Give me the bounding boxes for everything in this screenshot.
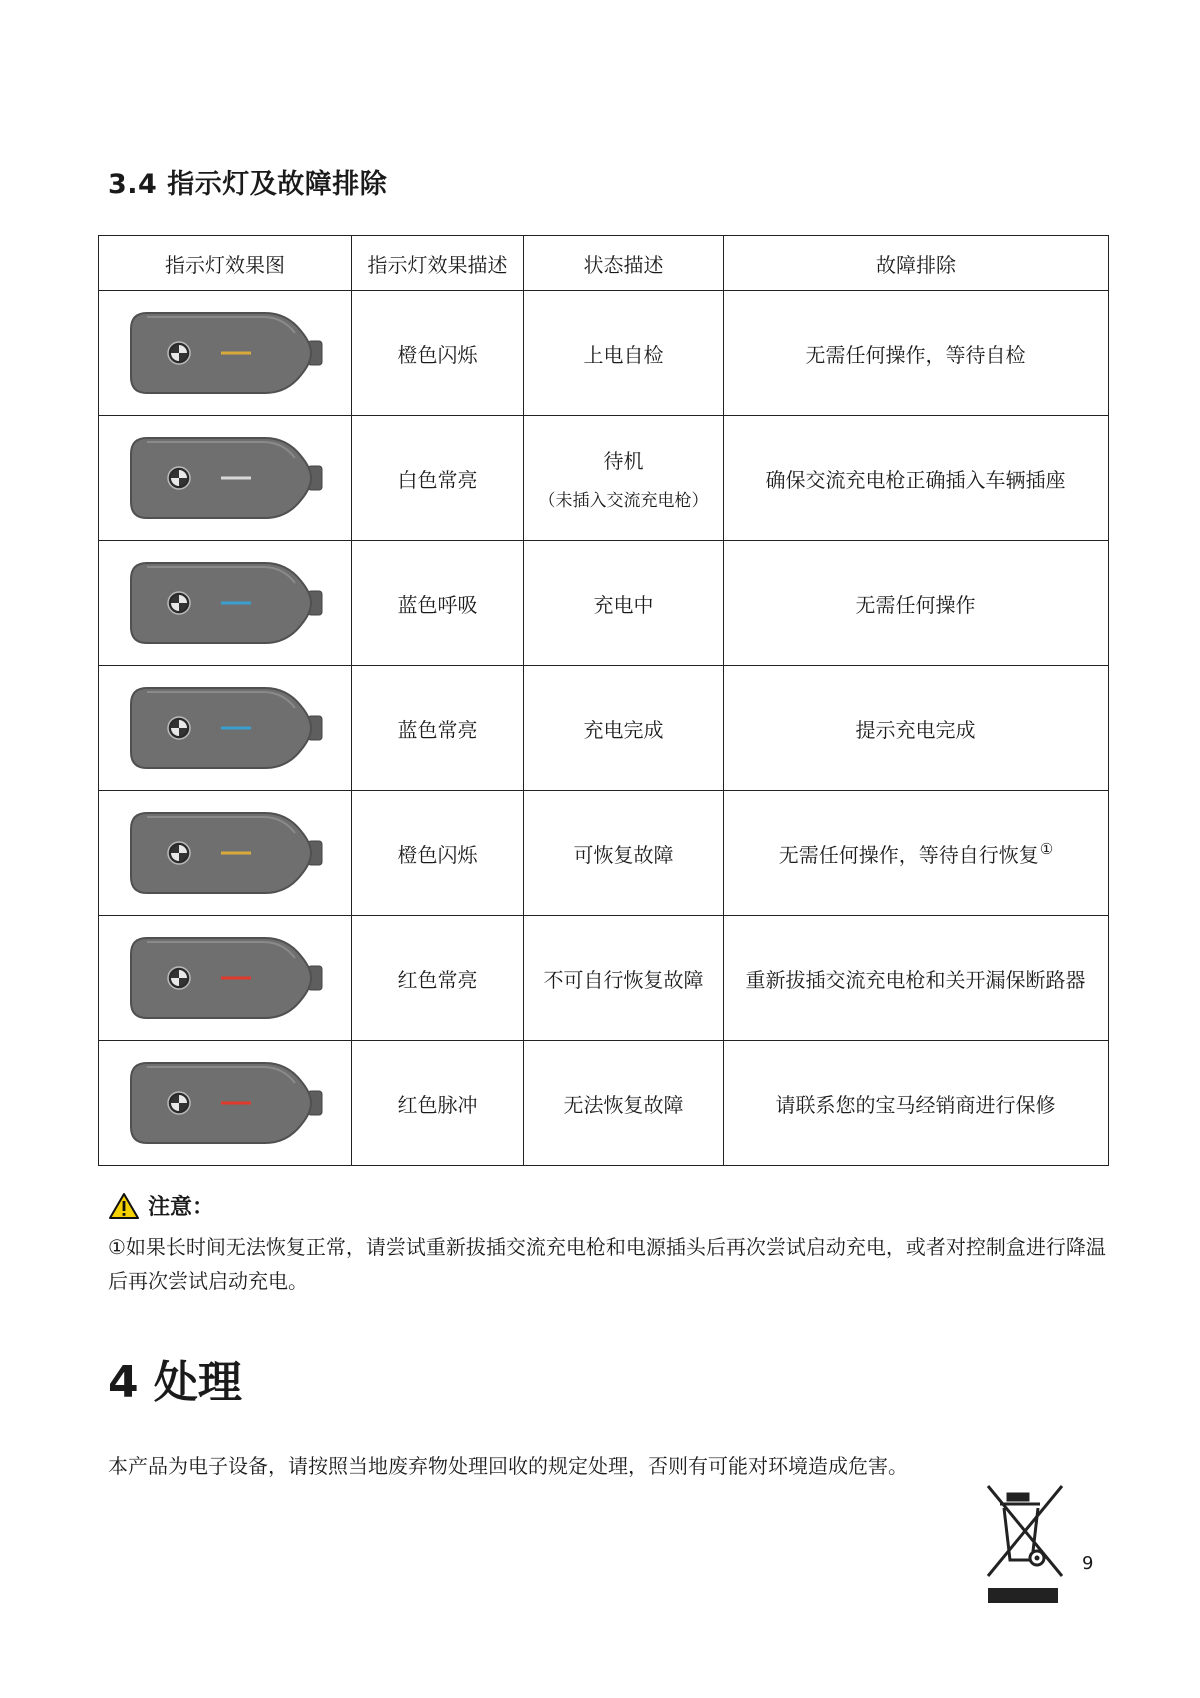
status-cell — [524, 666, 724, 791]
bmw-logo-icon — [168, 467, 190, 489]
fix-text: 确保交流充电枪正确插入车辆插座 — [765, 467, 1066, 492]
status-text: 上电自检 — [583, 342, 664, 367]
fix-cell — [724, 666, 1109, 791]
wallbox-device-illustration — [125, 303, 325, 403]
wallbox-device-illustration — [125, 678, 325, 778]
bmw-logo-icon — [168, 717, 190, 739]
weee-bar — [988, 1588, 1058, 1603]
status-cell — [524, 1041, 724, 1166]
indicator-image-cell — [99, 666, 352, 791]
section-title: 3.4 指示灯及故障排除 — [108, 169, 388, 200]
indicator-table — [98, 235, 1109, 1166]
bmw-logo-icon — [168, 592, 190, 614]
table-row — [99, 541, 1109, 666]
wallbox-device-illustration — [125, 928, 325, 1028]
fix-cell — [724, 916, 1109, 1041]
indicator-image-cell — [99, 1041, 352, 1166]
table-row — [99, 791, 1109, 916]
header-fix: 故障排除 — [724, 236, 1109, 291]
note-heading — [108, 1190, 214, 1221]
fix-text: 无需任何操作，等待自检 — [805, 342, 1026, 367]
status-cell — [524, 541, 724, 666]
fix-text: 请联系您的宝马经销商进行保修 — [775, 1092, 1056, 1117]
status-cell — [524, 416, 724, 541]
fix-cell — [724, 541, 1109, 666]
table-row — [99, 666, 1109, 791]
fix-cell — [724, 791, 1109, 916]
page-number: 9 — [1082, 1553, 1094, 1574]
fix-cell — [724, 416, 1109, 541]
status-text: 不可自行恢复故障 — [543, 967, 704, 992]
indicator-image-cell — [99, 291, 352, 416]
indicator-image-cell — [99, 791, 352, 916]
table-row — [99, 916, 1109, 1041]
disposal-text: 本产品为电子设备，请按照当地废弃物处理回收的规定处理，否则有可能对环境造成危害。 — [108, 1454, 908, 1478]
bmw-logo-icon — [168, 342, 190, 364]
note-title: 注意： — [148, 1195, 215, 1220]
table-row — [99, 416, 1109, 541]
status-cell — [524, 291, 724, 416]
effect-cell: 红色常亮 — [352, 916, 524, 1041]
wallbox-device-illustration — [125, 428, 325, 528]
weee-bin-icon — [982, 1482, 1068, 1582]
indicator-image-cell — [99, 541, 352, 666]
status-cell — [524, 916, 724, 1041]
fix-cell — [724, 291, 1109, 416]
table-header-row — [99, 236, 1109, 291]
indicator-image-cell — [99, 416, 352, 541]
warning-icon — [108, 1192, 140, 1220]
effect-cell: 橙色闪烁 — [352, 291, 524, 416]
wallbox-device-illustration — [125, 553, 325, 653]
bmw-logo-icon — [168, 1092, 190, 1114]
status-text: 待机 — [603, 449, 644, 473]
header-image: 指示灯效果图 — [99, 236, 352, 291]
status-text: 充电完成 — [583, 717, 664, 742]
fix-text: 无需任何操作，等待自行恢复 — [778, 842, 1039, 867]
effect-cell: 白色常亮 — [352, 416, 524, 541]
effect-cell: 蓝色呼吸 — [352, 541, 524, 666]
status-subtext: （未插入交流充电枪） — [538, 491, 709, 511]
status-text: 可恢复故障 — [573, 842, 674, 867]
status-text: 充电中 — [593, 592, 654, 617]
note-text: ①如果长时间无法恢复正常，请尝试重新拔插交流充电枪和电源插头后再次尝试启动充电，或者对控制盒进行降温后再次尝试启动充电。 — [108, 1235, 1106, 1293]
header-effect: 指示灯效果描述 — [352, 236, 524, 291]
wallbox-device-illustration — [125, 1053, 325, 1153]
footnote-marker: ① — [1039, 839, 1054, 858]
effect-cell: 红色脉冲 — [352, 1041, 524, 1166]
wallbox-device-illustration — [125, 803, 325, 903]
chapter-title: 4 处理 — [108, 1357, 242, 1408]
table-row — [99, 1041, 1109, 1166]
status-cell — [524, 791, 724, 916]
effect-cell: 橙色闪烁 — [352, 791, 524, 916]
table-row — [99, 291, 1109, 416]
status-text: 无法恢复故障 — [563, 1092, 684, 1117]
fix-text: 重新拔插交流充电枪和关开漏保断路器 — [745, 967, 1086, 992]
effect-cell: 蓝色常亮 — [352, 666, 524, 791]
bmw-logo-icon — [168, 967, 190, 989]
fix-text: 提示充电完成 — [855, 717, 976, 742]
indicator-image-cell — [99, 916, 352, 1041]
bmw-logo-icon — [168, 842, 190, 864]
header-status: 状态描述 — [524, 236, 724, 291]
fix-text: 无需任何操作 — [855, 592, 976, 617]
fix-cell — [724, 1041, 1109, 1166]
